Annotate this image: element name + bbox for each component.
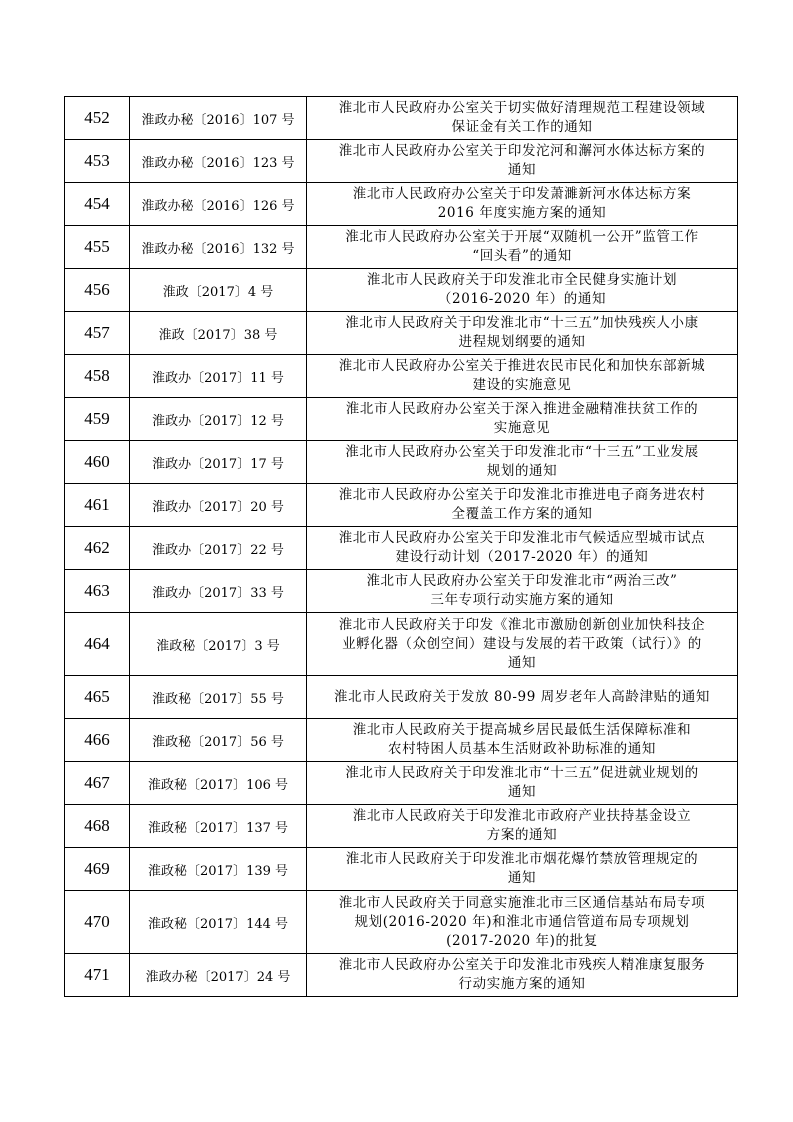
document-title-line: 通知: [507, 162, 537, 178]
document-number: 淮政秘〔2017〕139 号: [130, 848, 307, 891]
document-title-line: 淮北市人民政府关于提高城乡居民最低生活保障标准和: [352, 722, 692, 738]
document-number: 淮政秘〔2017〕144 号: [130, 891, 307, 954]
document-title-line: （2016-2020 年）的通知: [437, 291, 607, 307]
table-row: [65, 269, 738, 312]
document-title: [307, 719, 738, 762]
table-row: [65, 355, 738, 398]
document-title: [307, 140, 738, 183]
document-number: 淮政办〔2017〕17 号: [130, 441, 307, 484]
document-title-line: 进程规划纲要的通知: [458, 334, 586, 350]
row-number: 470: [65, 891, 130, 954]
document-number: 淮政秘〔2017〕137 号: [130, 805, 307, 848]
document-title-line: 淮北市人民政府办公室关于印发萧濉新河水体达标方案: [352, 186, 692, 202]
document-title-line: 淮北市人民政府关于印发淮北市烟花爆竹禁放管理规定的: [345, 851, 699, 867]
table-row: [65, 183, 738, 226]
row-number: 463: [65, 570, 130, 613]
row-number: 465: [65, 676, 130, 719]
document-number: 淮政办〔2017〕20 号: [130, 484, 307, 527]
document-title: [307, 355, 738, 398]
document-number: 淮政〔2017〕4 号: [130, 269, 307, 312]
document-list-table: [64, 96, 738, 997]
row-number: 464: [65, 613, 130, 676]
row-number: 452: [65, 97, 130, 140]
document-number: 淮政办秘〔2016〕107 号: [130, 97, 307, 140]
row-number: 459: [65, 398, 130, 441]
document-title: [307, 805, 738, 848]
document-title: [307, 891, 738, 954]
document-title-line: 淮北市人民政府办公室关于推进农民市民化和加快东部新城: [338, 358, 706, 374]
document-title-line: (2017-2020 年)的批复: [446, 932, 598, 949]
document-title-line: 淮北市人民政府关于印发淮北市全民健身实施计划: [366, 272, 678, 288]
document-title-line: 淮北市人民政府办公室关于印发淮北市气候适应型城市试点: [338, 530, 706, 546]
document-title-line: 业孵化器（众创空间）建设与发展的若干政策（试行）》的: [342, 635, 702, 652]
table-row: [65, 527, 738, 570]
document-title-line: 建设行动计划（2017-2020 年）的通知: [395, 549, 649, 565]
document-number: 淮政办秘〔2016〕126 号: [130, 183, 307, 226]
table-row: [65, 398, 738, 441]
document-title-line: 淮北市人民政府关于印发淮北市“十三五”促进就业规划的: [345, 765, 699, 781]
document-title-line: 全覆盖工作方案的通知: [451, 506, 593, 522]
document-title-line: 三年专项行动实施方案的通知: [430, 592, 614, 608]
document-title-line: 建设的实施意见: [472, 377, 572, 393]
document-title-line: 淮北市人民政府办公室关于印发淮北市“两治三改”: [366, 573, 678, 589]
row-number: 461: [65, 484, 130, 527]
document-title: [307, 398, 738, 441]
table-body: [65, 97, 738, 997]
row-number: 460: [65, 441, 130, 484]
table-row: [65, 484, 738, 527]
row-number: 468: [65, 805, 130, 848]
document-title: [307, 527, 738, 570]
document-title: [307, 676, 738, 719]
document-title: [307, 613, 738, 676]
document-title: [307, 183, 738, 226]
table-row: [65, 805, 738, 848]
document-title-line: 淮北市人民政府关于印发淮北市“十三五”加快残疾人小康: [345, 315, 699, 331]
document-number: 淮政办秘〔2017〕24 号: [130, 954, 307, 997]
document-number: 淮政办〔2017〕22 号: [130, 527, 307, 570]
document-title: [307, 484, 738, 527]
table-row: [65, 762, 738, 805]
table-row: [65, 312, 738, 355]
document-title: [307, 570, 738, 613]
document-title: [307, 97, 738, 140]
document-title: [307, 954, 738, 997]
document-number: 淮政秘〔2017〕3 号: [130, 613, 307, 676]
document-title-line: 淮北市人民政府办公室关于深入推进金融精准扶贫工作的: [345, 401, 699, 417]
document-title-line: 淮北市人民政府关于印发淮北市政府产业扶持基金设立: [352, 808, 692, 824]
table-row: [65, 848, 738, 891]
document-title: [307, 312, 738, 355]
document-title-line: 农村特困人员基本生活财政补助标准的通知: [388, 741, 656, 757]
row-number: 455: [65, 226, 130, 269]
row-number: 454: [65, 183, 130, 226]
table-row: [65, 570, 738, 613]
document-number: 淮政办〔2017〕12 号: [130, 398, 307, 441]
table-row: [65, 719, 738, 762]
document-title-line: 淮北市人民政府办公室关于切实做好清理规范工程建设领域: [338, 100, 706, 116]
document-title-line: “回头看”的通知: [472, 248, 572, 264]
document-number: 淮政〔2017〕38 号: [130, 312, 307, 355]
document-title-line: 淮北市人民政府办公室关于印发淮北市“十三五”工业发展: [345, 444, 699, 460]
table-row: [65, 226, 738, 269]
table-row: [65, 954, 738, 997]
document-title-line: 淮北市人民政府关于发放 80-99 周岁老年人高龄津贴的通知: [334, 688, 710, 705]
row-number: 467: [65, 762, 130, 805]
table-row: [65, 613, 738, 676]
row-number: 462: [65, 527, 130, 570]
table-row: [65, 140, 738, 183]
row-number: 466: [65, 719, 130, 762]
document-number: 淮政办秘〔2016〕123 号: [130, 140, 307, 183]
document-number: 淮政办秘〔2016〕132 号: [130, 226, 307, 269]
document-title-line: 2016 年度实施方案的通知: [437, 205, 607, 221]
row-number: 469: [65, 848, 130, 891]
table-row: [65, 676, 738, 719]
document-title-line: 淮北市人民政府关于同意实施淮北市三区通信基站布局专项: [338, 894, 706, 911]
document-title-line: 淮北市人民政府办公室关于开展“双随机一公开”监管工作: [345, 229, 699, 245]
document-title-line: 淮北市人民政府关于印发《淮北市激励创新创业加快科技企: [338, 616, 706, 633]
document-title-line: 规划的通知: [486, 463, 558, 479]
document-title-line: 通知: [507, 870, 537, 886]
table-row: [65, 97, 738, 140]
table-row: [65, 891, 738, 954]
document-number: 淮政办〔2017〕33 号: [130, 570, 307, 613]
row-number: 457: [65, 312, 130, 355]
document-number: 淮政秘〔2017〕56 号: [130, 719, 307, 762]
document-title: [307, 226, 738, 269]
row-number: 471: [65, 954, 130, 997]
row-number: 456: [65, 269, 130, 312]
document-title: [307, 762, 738, 805]
document-title: [307, 441, 738, 484]
row-number: 458: [65, 355, 130, 398]
document-title-line: 实施意见: [493, 420, 551, 436]
document-title-line: 通知: [507, 784, 537, 800]
document-title-line: 淮北市人民政府办公室关于印发淮北市推进电子商务进农村: [338, 487, 706, 503]
document-title-line: 淮北市人民政府办公室关于印发淮北市残疾人精准康复服务: [338, 957, 706, 973]
document-title-line: 方案的通知: [486, 827, 558, 843]
row-number: 453: [65, 140, 130, 183]
document-title-line: 规划(2016-2020 年)和淮北市通信管道布局专项规划: [354, 913, 690, 930]
table-row: [65, 441, 738, 484]
document-number: 淮政秘〔2017〕55 号: [130, 676, 307, 719]
document-title: [307, 848, 738, 891]
document-title-line: 保证金有关工作的通知: [451, 119, 593, 135]
document-number: 淮政办〔2017〕11 号: [130, 355, 307, 398]
document-number: 淮政秘〔2017〕106 号: [130, 762, 307, 805]
document-title-line: 淮北市人民政府办公室关于印发沱河和澥河水体达标方案的: [338, 143, 706, 159]
document-title-line: 行动实施方案的通知: [458, 976, 586, 992]
document-title: [307, 269, 738, 312]
document-title-line: 通知: [507, 654, 537, 671]
